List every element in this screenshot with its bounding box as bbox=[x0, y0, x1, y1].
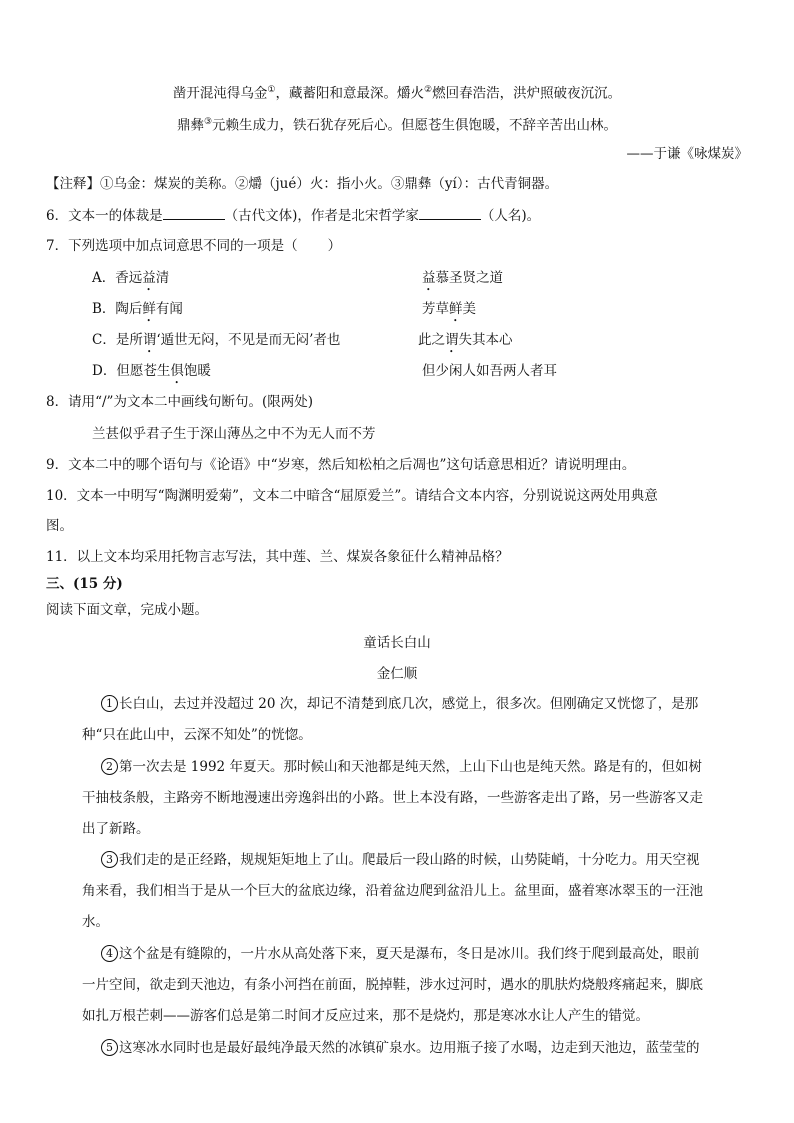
q6-blank-author[interactable] bbox=[419, 205, 481, 220]
paragraph-3-text: 我们走的是正经路，规规矩矩地上了山。爬最后一段山路的时候，山势陡峭，十分吃力。用天空视 bbox=[119, 852, 700, 868]
q6-text-c: （人名)。 bbox=[480, 208, 541, 224]
q6-text-b: （古代文体)，作者是北宋哲学家 bbox=[224, 208, 419, 224]
option-d-dotted-word: 俱 bbox=[170, 363, 184, 379]
paragraph-4-line-2: 一片空间，欲走到天池边，有条小河挡在前面，脱掉鞋，涉水过河时，遇水的肌肤灼烧般疼痛起来，脚底 bbox=[82, 977, 703, 993]
option-c-right-lead: 此之 bbox=[418, 332, 445, 348]
question-11: 11．以上文本均采用托物言志写法，其中莲、兰、煤炭各象征什么精神品格？ bbox=[46, 549, 509, 565]
paragraph-1-text: 长白山，去过并没超过 20 次，却记不清楚到底几次，感觉上，很多次。但刚确定又恍惚了，是那 bbox=[119, 696, 699, 712]
poem-line-1-part-b: ，藏蓄阳和意最深。爝火 bbox=[275, 85, 424, 102]
paragraph-4-text: 这个盆是有缝隙的，一片水从高处落下来，夏天是瀑布，冬日是冰川。我们终于爬到最高处，眼前 bbox=[119, 946, 700, 962]
paragraph-number-1: 1 bbox=[101, 695, 118, 712]
option-a-right-dotted-word: 益 bbox=[422, 270, 436, 286]
option-d-lead: D．但愿苍生 bbox=[92, 363, 171, 379]
option-c-left bbox=[92, 330, 340, 356]
option-c-right bbox=[418, 330, 513, 356]
option-b-tail: 有闻 bbox=[155, 301, 183, 317]
section-3-instruction: 阅读下面文章，完成小题。 bbox=[46, 602, 208, 618]
option-b-left bbox=[92, 299, 183, 325]
option-d-right bbox=[422, 361, 557, 387]
option-a-right-tail: 慕圣贤之道 bbox=[435, 270, 503, 286]
paragraph-2-line-2: 干抽枝条般，主路旁不断地漫速出旁逸斜出的小路。世上本没有路，一些游客走出了路，另一些游客又走 bbox=[82, 790, 703, 806]
paragraph-number-5: 5 bbox=[101, 1039, 118, 1056]
option-b-right-dotted-word: 鲜 bbox=[449, 301, 463, 317]
option-d-tail: 饱暖 bbox=[183, 363, 211, 379]
paragraph-number-4: 4 bbox=[101, 945, 118, 962]
question-10-line-1: 10．文本一中明写“陶渊明爱菊”，文本二中暗含“屈原爱兰”。请结合文本内容，分别说说这两处用典意 bbox=[46, 488, 658, 504]
option-c-dotted-word: 谓 bbox=[142, 332, 157, 348]
option-c-tail: ‘遁世无闷，不见是而无闷’者也 bbox=[156, 332, 341, 348]
paragraph-1-line-1 bbox=[101, 694, 698, 714]
paragraph-3-line-2: 角来看，我们相当于是从一个巨大的盆底边缘，沿着盆边爬到盆沿儿上。盆里面，盛着寒冰翠玉的一汪池 bbox=[82, 883, 703, 899]
option-a-dotted-word: 益 bbox=[142, 270, 156, 286]
paragraph-2-line-3: 出了新路。 bbox=[82, 821, 150, 837]
option-d-right-text: 但少闲人如吾两人者耳 bbox=[422, 363, 557, 379]
paragraph-2-text: 第一次去是 1992 年夏天。那时候山和天池都是纯天然，上山下山也是纯天然。路是有的，但如树 bbox=[119, 759, 702, 775]
paragraph-1-line-2: 种“只在此山中，云深不知处”的恍惚。 bbox=[82, 727, 312, 743]
q7-text: 7．下列选项中加点词意思不同的一项是（ bbox=[46, 238, 298, 254]
q8-sentence: 兰甚似乎君子生于深山薄丛之中不为无人而不芳 bbox=[92, 426, 376, 442]
paragraph-5-line-1 bbox=[101, 1038, 700, 1058]
poem-attribution: ——于谦《咏煤炭》 bbox=[626, 146, 748, 162]
q6-text-a: 6．文本一的体裁是 bbox=[46, 208, 163, 224]
paragraph-4-line-1 bbox=[101, 944, 700, 964]
paragraph-2-line-1 bbox=[101, 757, 702, 777]
question-10-line-2: 图。 bbox=[46, 518, 73, 534]
option-c-right-tail: 失其本心 bbox=[458, 332, 513, 348]
article-author: 金仁顺 bbox=[376, 666, 418, 682]
poem-line-1 bbox=[0, 80, 794, 104]
option-d-left bbox=[92, 361, 211, 387]
paragraph-number-3: 3 bbox=[101, 851, 118, 868]
question-9: 9．文本二中的哪个语句与《论语》中“岁寒，然后知松柏之后凋也”这句话意思相近？请说明理由。 bbox=[46, 457, 636, 473]
poem-line-2-part-b: 元赖生成力，铁石犹存死后心。但愿苍生俱饱暖，不辞辛苦出山林。 bbox=[212, 117, 618, 134]
option-c-right-dotted-word: 谓 bbox=[445, 332, 459, 348]
poem-line-2-part-a: 鼎彝 bbox=[176, 117, 204, 134]
paragraph-4-line-3: 如扎万根芒刺——游客们总是第二时间才反应过来，那不是烧灼，那是寒冰水让人产生的错觉。 bbox=[82, 1008, 649, 1024]
option-c-lead: C．是所 bbox=[92, 332, 143, 348]
q6-blank-genre[interactable] bbox=[163, 205, 225, 220]
option-b-lead: B．陶后 bbox=[92, 301, 143, 317]
paragraph-3-line-1 bbox=[101, 850, 700, 870]
note-marker-3: ③ bbox=[203, 117, 213, 127]
note-marker-1: ① bbox=[267, 85, 276, 95]
question-6 bbox=[46, 205, 540, 226]
question-7 bbox=[46, 236, 341, 256]
section-3-heading: 三、(15 分) bbox=[46, 576, 123, 592]
poem-line-2 bbox=[0, 112, 794, 136]
option-b-right bbox=[422, 299, 476, 325]
q7-close: ） bbox=[327, 238, 342, 254]
poem-line-1-part-a: 凿开混沌得乌金 bbox=[172, 85, 268, 102]
note-marker-2: ② bbox=[424, 85, 433, 95]
option-a-lead: A．香远 bbox=[92, 270, 143, 286]
paragraph-3-line-3: 水。 bbox=[82, 914, 109, 930]
option-a-right bbox=[422, 268, 503, 294]
option-a-left bbox=[92, 268, 169, 294]
option-b-dotted-word: 鲜 bbox=[142, 301, 156, 317]
paragraph-number-2: 2 bbox=[101, 758, 118, 775]
poem-annotation: 【注释】①乌金：煤炭的美称。②爝（jué）火：指小火。③鼎彝（yí）：古代青铜器。 bbox=[46, 176, 559, 192]
option-b-right-lead: 芳草 bbox=[422, 301, 449, 317]
article-title: 童话长白山 bbox=[363, 635, 431, 651]
option-b-right-tail: 美 bbox=[462, 301, 476, 317]
paragraph-5-text: 这寒冰水同时也是最好最纯净最天然的冰镇矿泉水。边用瓶子接了水喝，边走到天池边，蓝莹莹的 bbox=[119, 1040, 700, 1056]
option-a-tail: 清 bbox=[155, 270, 170, 286]
question-8: 8．请用“/”为文本二中画线句断句。(限两处) bbox=[46, 394, 313, 410]
poem-line-1-part-c: 燃回春浩浩，洪炉照破夜沉沉。 bbox=[432, 85, 622, 102]
